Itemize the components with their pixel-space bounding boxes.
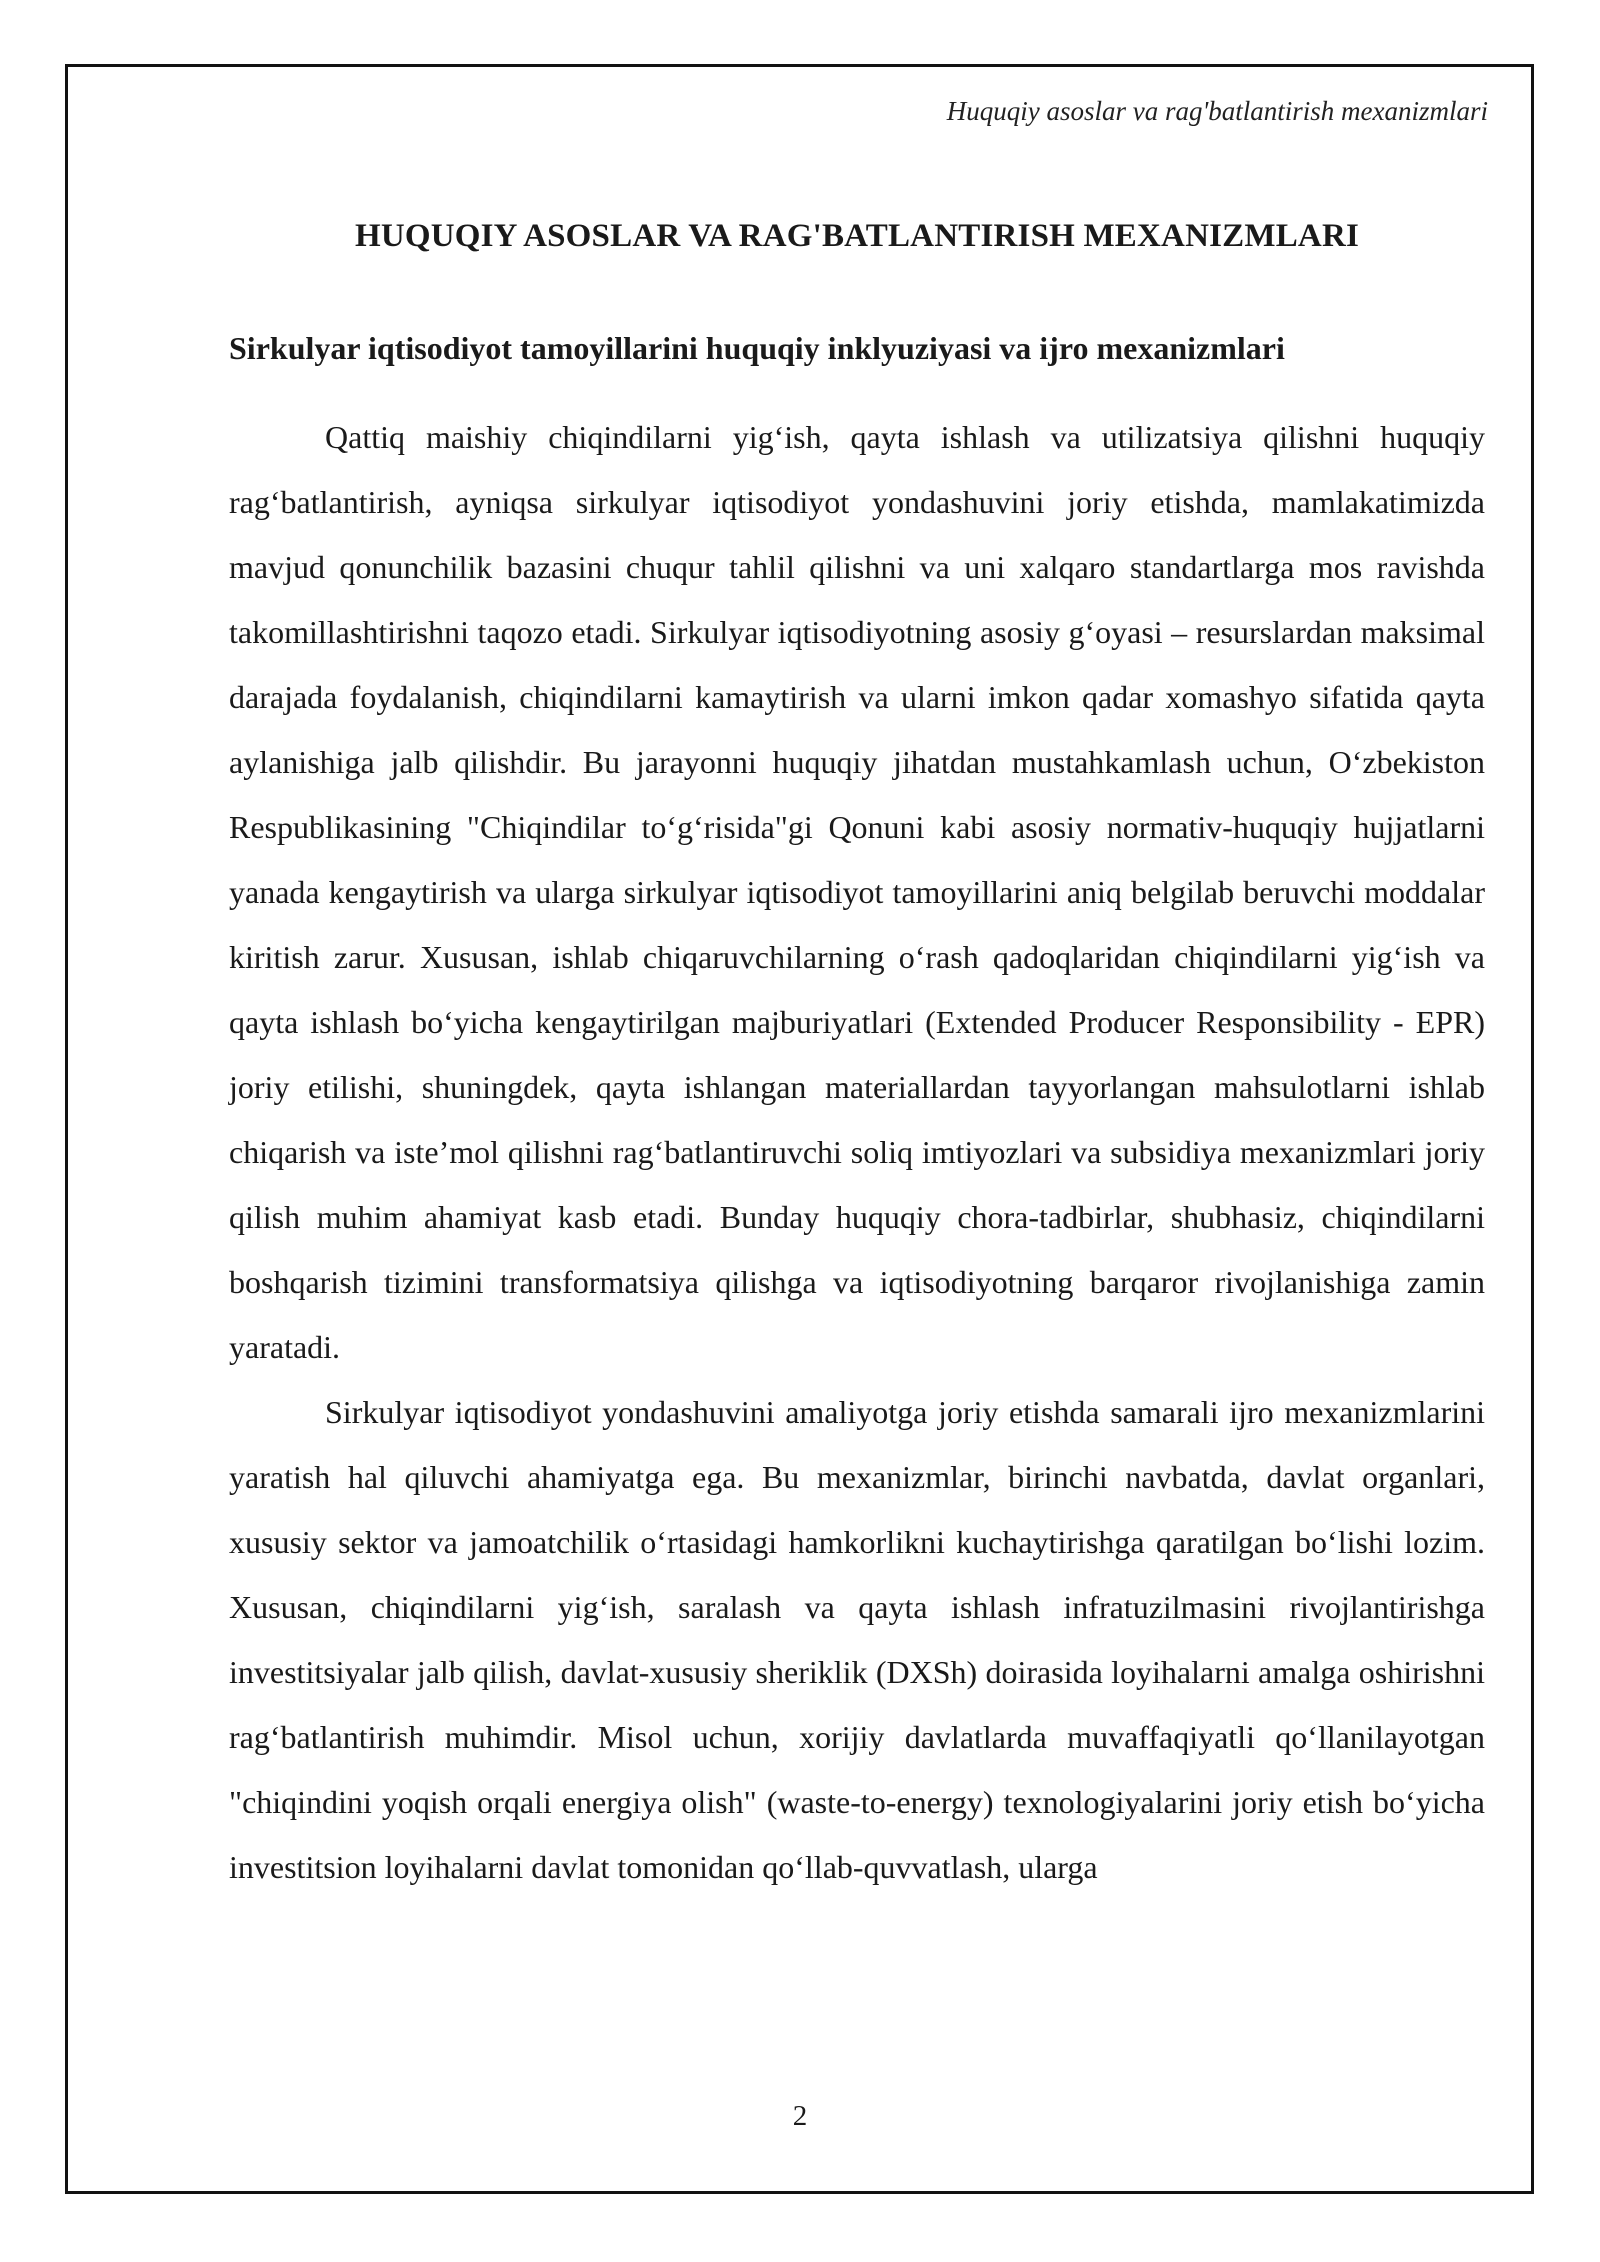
section-heading: Sirkulyar iqtisodiyot tamoyillarini huquqiy inklyuziyasi va ijro mexanizmlari [229, 330, 1285, 366]
body-text [229, 405, 1485, 1900]
page-number: 2 [792, 2100, 808, 2132]
running-header: Huquqiy asoslar va rag'batlantirish mexanizmlari [946, 96, 1488, 126]
paragraph: Sirkulyar iqtisodiyot yondashuvini amaliyotga joriy etishda samarali ijro mexanizmlarini yaratish hal qiluvchi ahamiyatga ega. Bu mexanizmlar, birinchi navbatda, davlat organlari, xususiy sektor va jamoatchilik o‘rtasidagi hamkorlikni kuchaytirishga qaratilgan bo‘lishi lozim. Xususan, chiqindilarni yig‘ish, saralash va qayta ishlash infratuzilmasini rivojlantirishga investitsiyalar jalb qilish, davlat-xususiy sheriklik (DXSh) doirasida loyihalarni amalga oshirishni rag‘batlantirish muhimdir. Misol uchun, xorijiy davlatlarda muvaffaqiyatli qo‘llanilayotgan "chiqindini yoqish orqali energiya olish" (waste-to-energy) texnologiyalarini joriy etish bo‘yicha investitsion loyihalarni davlat tomonidan qo‘llab-quvvatlash, ularga [229, 1394, 1485, 1885]
paragraph: Qattiq maishiy chiqindilarni yig‘ish, qayta ishlash va utilizatsiya qilishni huquqiy rag‘batlantirish, ayniqsa sirkulyar iqtisodiyot yondashuvini joriy etishda, mamlakatimizda mavjud qonunchilik bazasini chuqur tahlil qilishni va uni xalqaro standartlarga mos ravishda takomillashtirishni taqozo etadi. Sirkulyar iqtisodiyotning asosiy g‘oyasi – resurslardan maksimal darajada foydalanish, chiqindilarni kamaytirish va ularni imkon qadar xomashyo sifatida qayta aylanishiga jalb qilishdir. Bu jarayonni huquqiy jihatdan mustahkamlash uchun, O‘zbekiston Respublikasining "Chiqindilar to‘g‘risida"gi Qonuni kabi asosiy normativ-huquqiy hujjatlarni yanada kengaytirish va ularga sirkulyar iqtisodiyot tamoyillarini aniq belgilab beruvchi moddalar kiritish zarur. Xususan, ishlab chiqaruvchilarning o‘rash qadoqlaridan chiqindilarni yig‘ish va qayta ishlash bo‘yicha kengaytirilgan majburiyatlari (Extended Producer Responsibility - EPR) joriy etilishi, shuningdek, qayta ishlangan materiallardan tayyorlangan mahsulotlarni ishlab chiqarish va iste’mol qilishni rag‘batlantiruvchi soliq imtiyozlari va subsidiya mexanizmlari joriy qilish muhim ahamiyat kasb etadi. Bunday huquqiy chora-tadbirlar, shubhasiz, chiqindilarni boshqarish tizimini transformatsiya qilishga va iqtisodiyotning barqaror rivojlanishiga zamin yaratadi. [229, 419, 1485, 1365]
document-title: HUQUQIY ASOSLAR VA RAG'BATLANTIRISH MEXANIZMLARI [354, 218, 1360, 254]
